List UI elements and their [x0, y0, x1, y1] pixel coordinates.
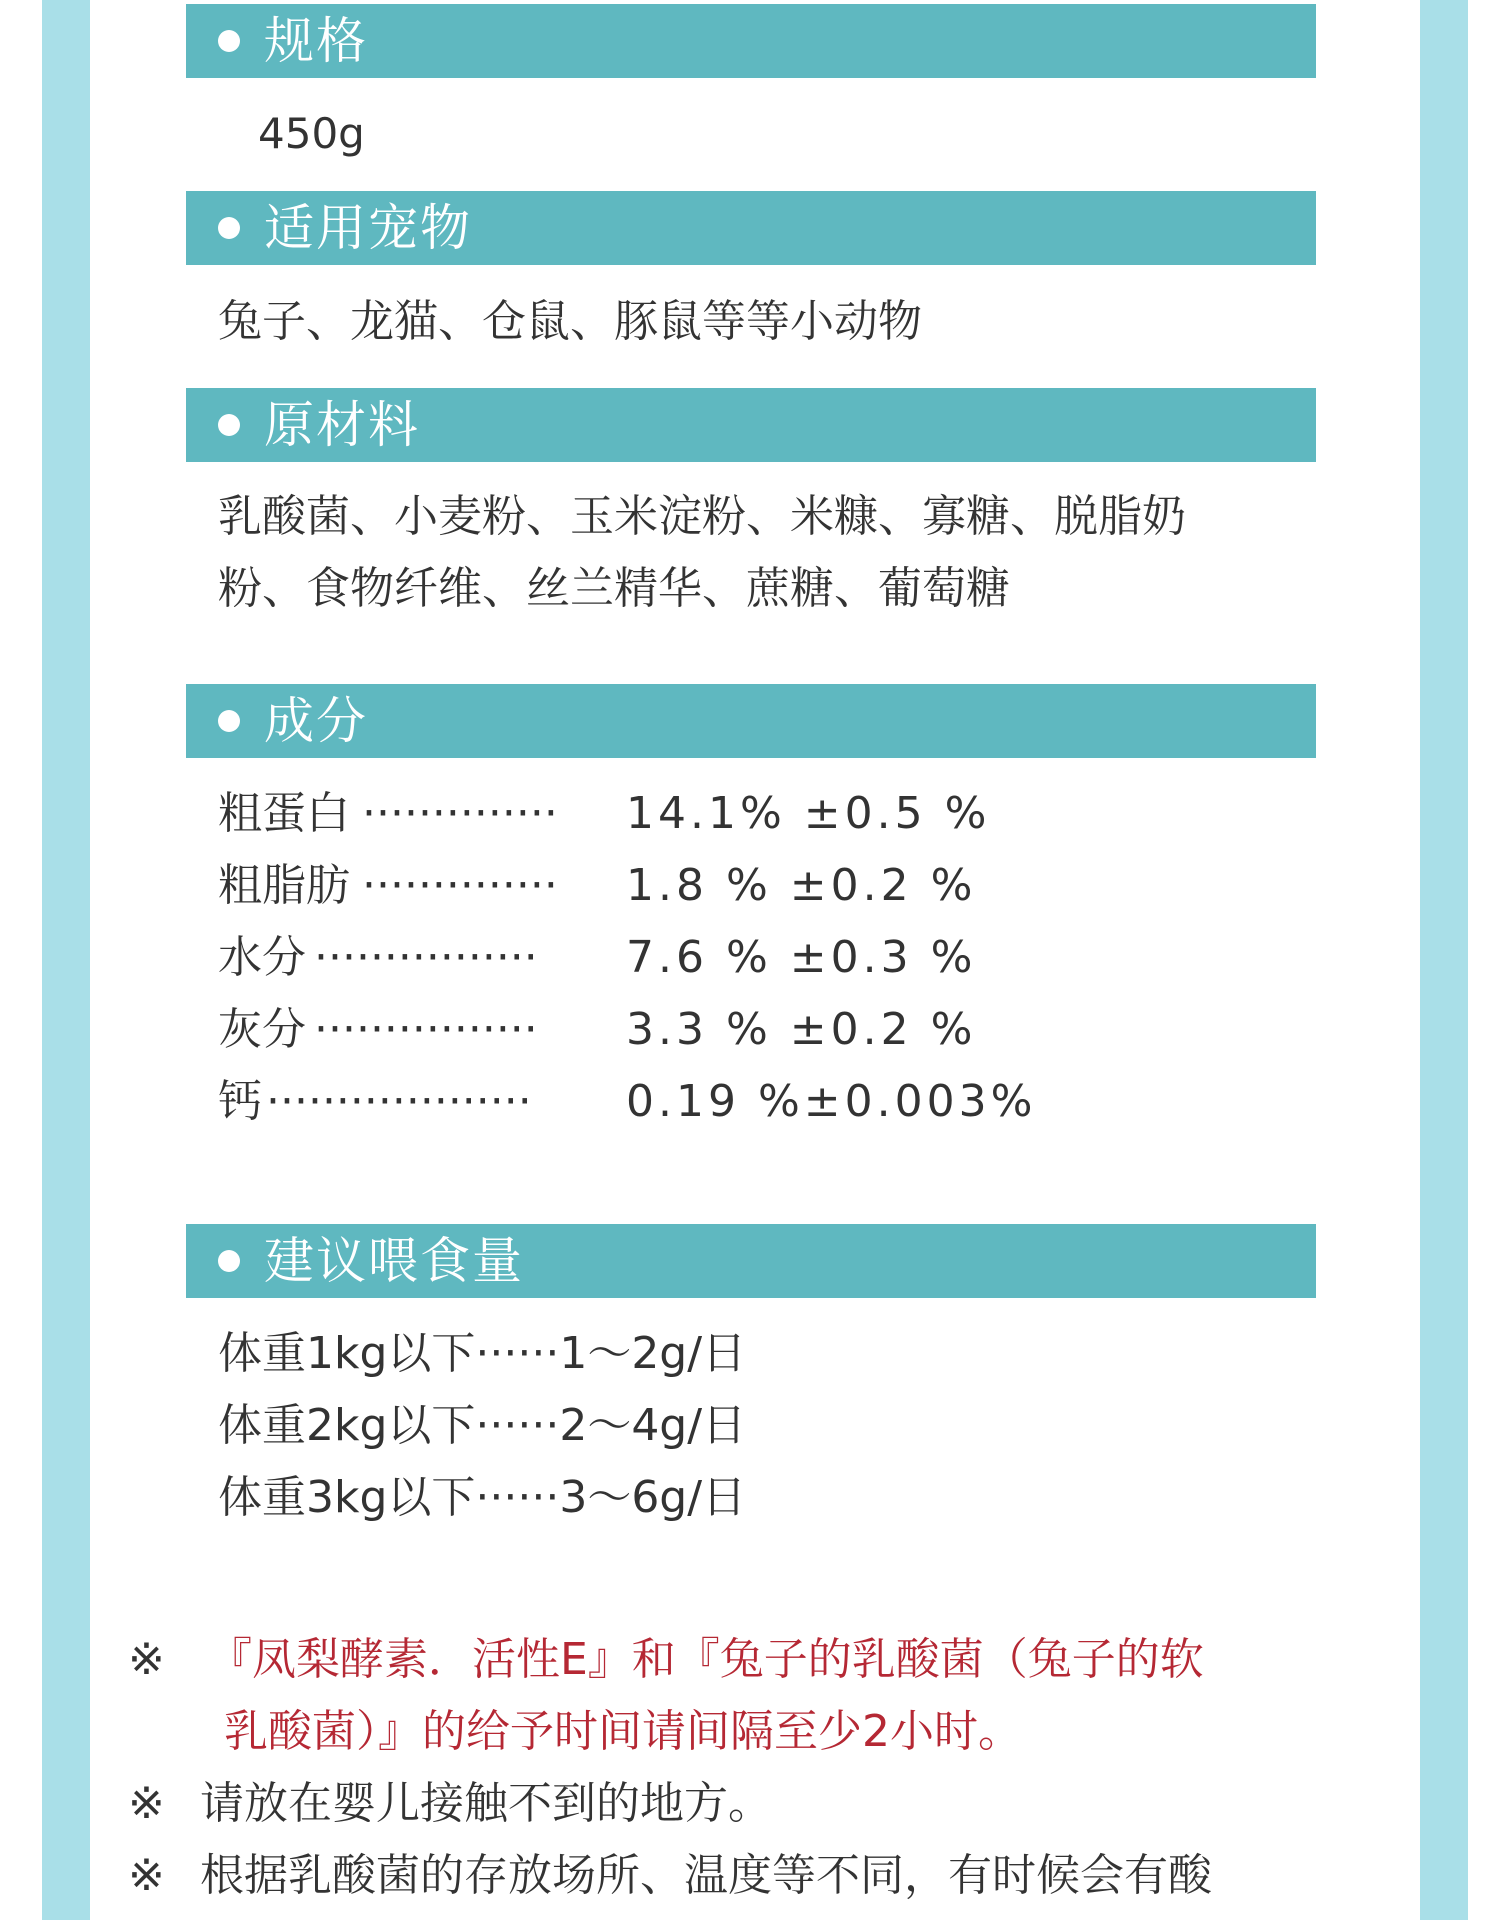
- feeding-line-2: 体重2kg以下······2～4g/日: [218, 1400, 747, 1451]
- spec-value: 450g: [258, 109, 365, 158]
- notes-block: [128, 1624, 1318, 1912]
- note-text: 根据乳酸菌的存放场所、温度等不同，有时候会有酸: [200, 1850, 1212, 1901]
- leader-dots: ··············: [362, 860, 558, 911]
- bullet-icon: [218, 414, 240, 436]
- reference-mark-icon: ※: [128, 1850, 165, 1901]
- left-border-stripe: [42, 0, 90, 1920]
- spec-header: [186, 4, 1316, 78]
- leader-dots: ················: [314, 1004, 538, 1055]
- feeding-header: [186, 1224, 1316, 1298]
- right-border-stripe: [1420, 0, 1468, 1920]
- leader-dots: ················: [314, 932, 538, 983]
- feeding-title: 建议喂食量: [264, 1232, 524, 1290]
- composition-value: 14.1% ±0.5 %: [626, 788, 991, 839]
- composition-value: 7.6 % ±0.3 %: [626, 932, 977, 983]
- composition-name: 水分: [218, 932, 306, 983]
- left-margin: [0, 0, 42, 1920]
- ingredients-line-2: 粉、食物纤维、丝兰精华、蔗糖、葡萄糖: [218, 563, 1010, 614]
- reference-mark-icon: ※: [128, 1778, 165, 1829]
- note-interval-warning: [128, 1624, 1318, 1696]
- note-keep-away: [128, 1768, 1318, 1840]
- composition-header: [186, 684, 1316, 758]
- composition-name: 灰分: [218, 1004, 306, 1055]
- composition-value: 1.8 % ±0.2 %: [626, 860, 977, 911]
- composition-value: 3.3 % ±0.2 %: [626, 1004, 977, 1055]
- note-text: 『凤梨酵素．活性E』和『兔子的乳酸菌（兔子的软: [208, 1634, 1204, 1685]
- leader-dots: ··············: [362, 788, 558, 839]
- note-interval-warning-continued: [128, 1696, 1318, 1768]
- bullet-icon: [218, 710, 240, 732]
- ingredients-line-1: 乳酸菌、小麦粉、玉米淀粉、米糠、寡糖、脱脂奶: [218, 491, 1186, 542]
- ingredients-title: 原材料: [264, 396, 420, 454]
- bullet-icon: [218, 30, 240, 52]
- composition-name: 钙: [218, 1076, 262, 1127]
- pets-title: 适用宠物: [264, 199, 472, 257]
- bullet-icon: [218, 217, 240, 239]
- leader-dots: ···················: [266, 1076, 532, 1127]
- ingredients-header: [186, 388, 1316, 462]
- composition-name: 粗脂肪: [218, 860, 350, 911]
- feeding-line-3: 体重3kg以下······3～6g/日: [218, 1472, 747, 1523]
- pets-value: 兔子、龙猫、仓鼠、豚鼠等等小动物: [218, 296, 922, 347]
- composition-title: 成分: [264, 692, 368, 750]
- bullet-icon: [218, 1250, 240, 1272]
- composition-name: 粗蛋白: [218, 788, 350, 839]
- feeding-line-1: 体重1kg以下······1～2g/日: [218, 1328, 747, 1379]
- note-text: 请放在婴儿接触不到的地方。: [200, 1778, 772, 1829]
- composition-value: 0.19 %±0.003%: [626, 1076, 1037, 1127]
- right-margin: [1468, 0, 1500, 1920]
- note-storage: [128, 1840, 1318, 1912]
- spec-title: 规格: [264, 12, 368, 70]
- note-text: 乳酸菌）』的给予时间请间隔至少2小时。: [224, 1706, 1022, 1757]
- reference-mark-icon: ※: [128, 1634, 165, 1685]
- pets-header: [186, 191, 1316, 265]
